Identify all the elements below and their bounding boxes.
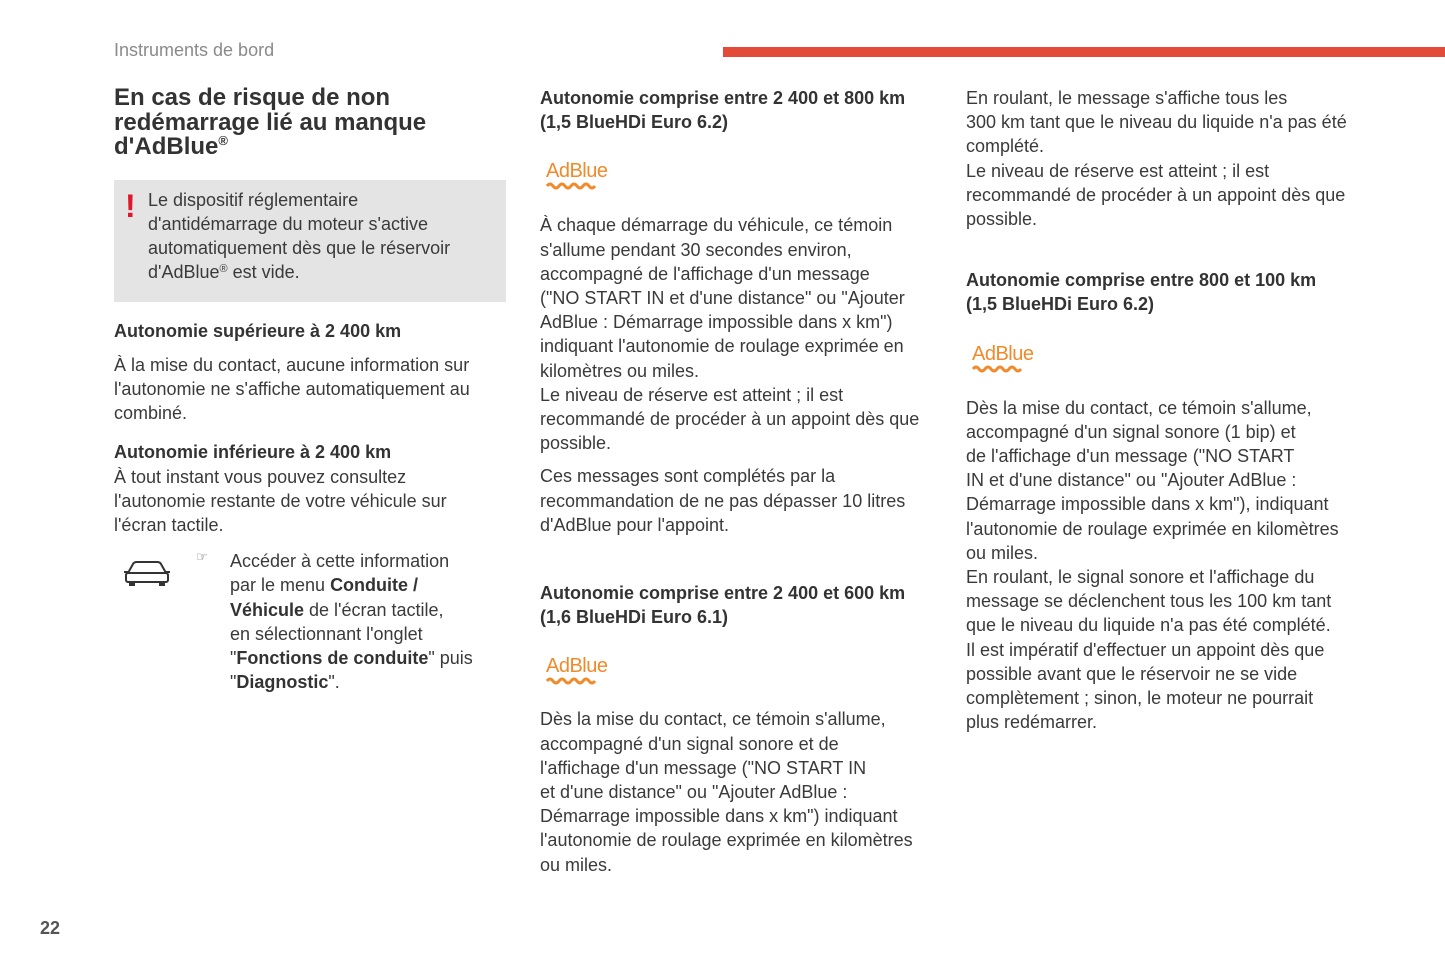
subheading: Autonomie supérieure à 2 400 km [114, 320, 402, 341]
paragraph: Ces messages sont complétés par la recommandation de ne pas dépasser 10 litres d'AdBlue pour l'appoint. [540, 466, 906, 535]
access-instruction: ☞ Accéder à cette information par le menu Conduite / Véhicule de l'écran tactile, en sélectionnant l'onglet "Fonctions de conduite" puis "Diagnostic". [114, 549, 506, 694]
hand-pointer-icon: ☞ [196, 549, 208, 565]
car-icon [124, 559, 170, 587]
registered-mark: ® [218, 133, 228, 148]
title-line: redémarrage lié au manque [114, 108, 427, 136]
subheading: Autonomie comprise entre 800 et 100 km (1,5 BlueHDi Euro 6.2) [966, 270, 1317, 315]
warning-icon: ! [125, 187, 136, 224]
paragraph: À chaque démarrage du véhicule, ce témoin s'allume pendant 30 secondes environ, accompagné de l'affichage d'un message ("NO START IN et d'une distance" ou "Ajouter AdBlue : Démarrage impossible dans x km") indiquant l'autonomie de roulage exprimée en kilomètres ou miles. Le niveau de réserve est atteint ; il est recommandé de procéder à un appoint dès que possible. [540, 215, 920, 454]
paragraph: À la mise du contact, aucune information sur l'autonomie ne s'affiche automatiquement au combiné. [114, 354, 470, 424]
paragraph: À tout instant vous pouvez consultez l'autonomie restante de votre véhicule sur l'écran tactile. [114, 466, 447, 535]
column-3 [966, 86, 1366, 734]
adblue-wave-icon [546, 182, 596, 190]
title-line: d'AdBlue® [114, 133, 228, 160]
section-title: Instruments de bord [114, 40, 275, 60]
warning-box: ! Le dispositif réglementaire d'antidémarrage du moteur s'active automatiquement dès que le réservoir d'AdBlue® est vide. [114, 180, 506, 302]
adblue-warning-icon: AdBlue [966, 343, 1036, 377]
adblue-wave-icon [972, 365, 1022, 373]
adblue-warning-icon: AdBlue [540, 655, 610, 689]
adblue-wave-icon [546, 677, 596, 685]
adblue-warning-icon: AdBlue [540, 160, 610, 194]
column-1 [114, 86, 506, 694]
page-title [114, 86, 506, 160]
paragraph: Dès la mise du contact, ce témoin s'allume, accompagné d'un signal sonore et de l'affichage d'un message ("NO START IN et d'une distance" ou "Ajouter AdBlue : Démarrage impossible dans x km") indiquant l'autonomie de roulage exprimée en kilomètres ou miles. [540, 709, 913, 875]
paragraph: En roulant, le message s'affiche tous les 300 km tant que le niveau du liquide n'a pas été complété. Le niveau de réserve est atteint ; il est recommandé de procéder à un appoint dès que possible. [966, 88, 1347, 230]
title-line: En cas de risque de non [114, 84, 391, 111]
subheading: Autonomie inférieure à 2 400 km [114, 442, 392, 463]
header-accent-bar [723, 47, 1445, 57]
column-2 [540, 86, 940, 877]
subheading: Autonomie comprise entre 2 400 et 800 km (1,5 BlueHDi Euro 6.2) [540, 88, 906, 133]
page-number: 22 [40, 918, 61, 938]
subheading: Autonomie comprise entre 2 400 et 600 km (1,6 BlueHDi Euro 6.1) [540, 583, 906, 628]
paragraph: Dès la mise du contact, ce témoin s'allume, accompagné d'un signal sonore (1 bip) et de l'affichage d'un message ("NO START IN et d'une distance" ou "Ajouter AdBlue : Démarrage impossible dans x km"), indiquant l'autonomie de roulage exprimée en kilomètres ou miles. En roulant, le signal sonore et l'affichage du message se déclenchent tous les 100 km tant que le niveau du liquide n'a pas été complété. Il est impératif d'effectuer un appoint dès que possible avant que le réservoir ne se vide complètement ; sinon, le moteur ne pourrait plus redémarrer. [966, 397, 1339, 733]
